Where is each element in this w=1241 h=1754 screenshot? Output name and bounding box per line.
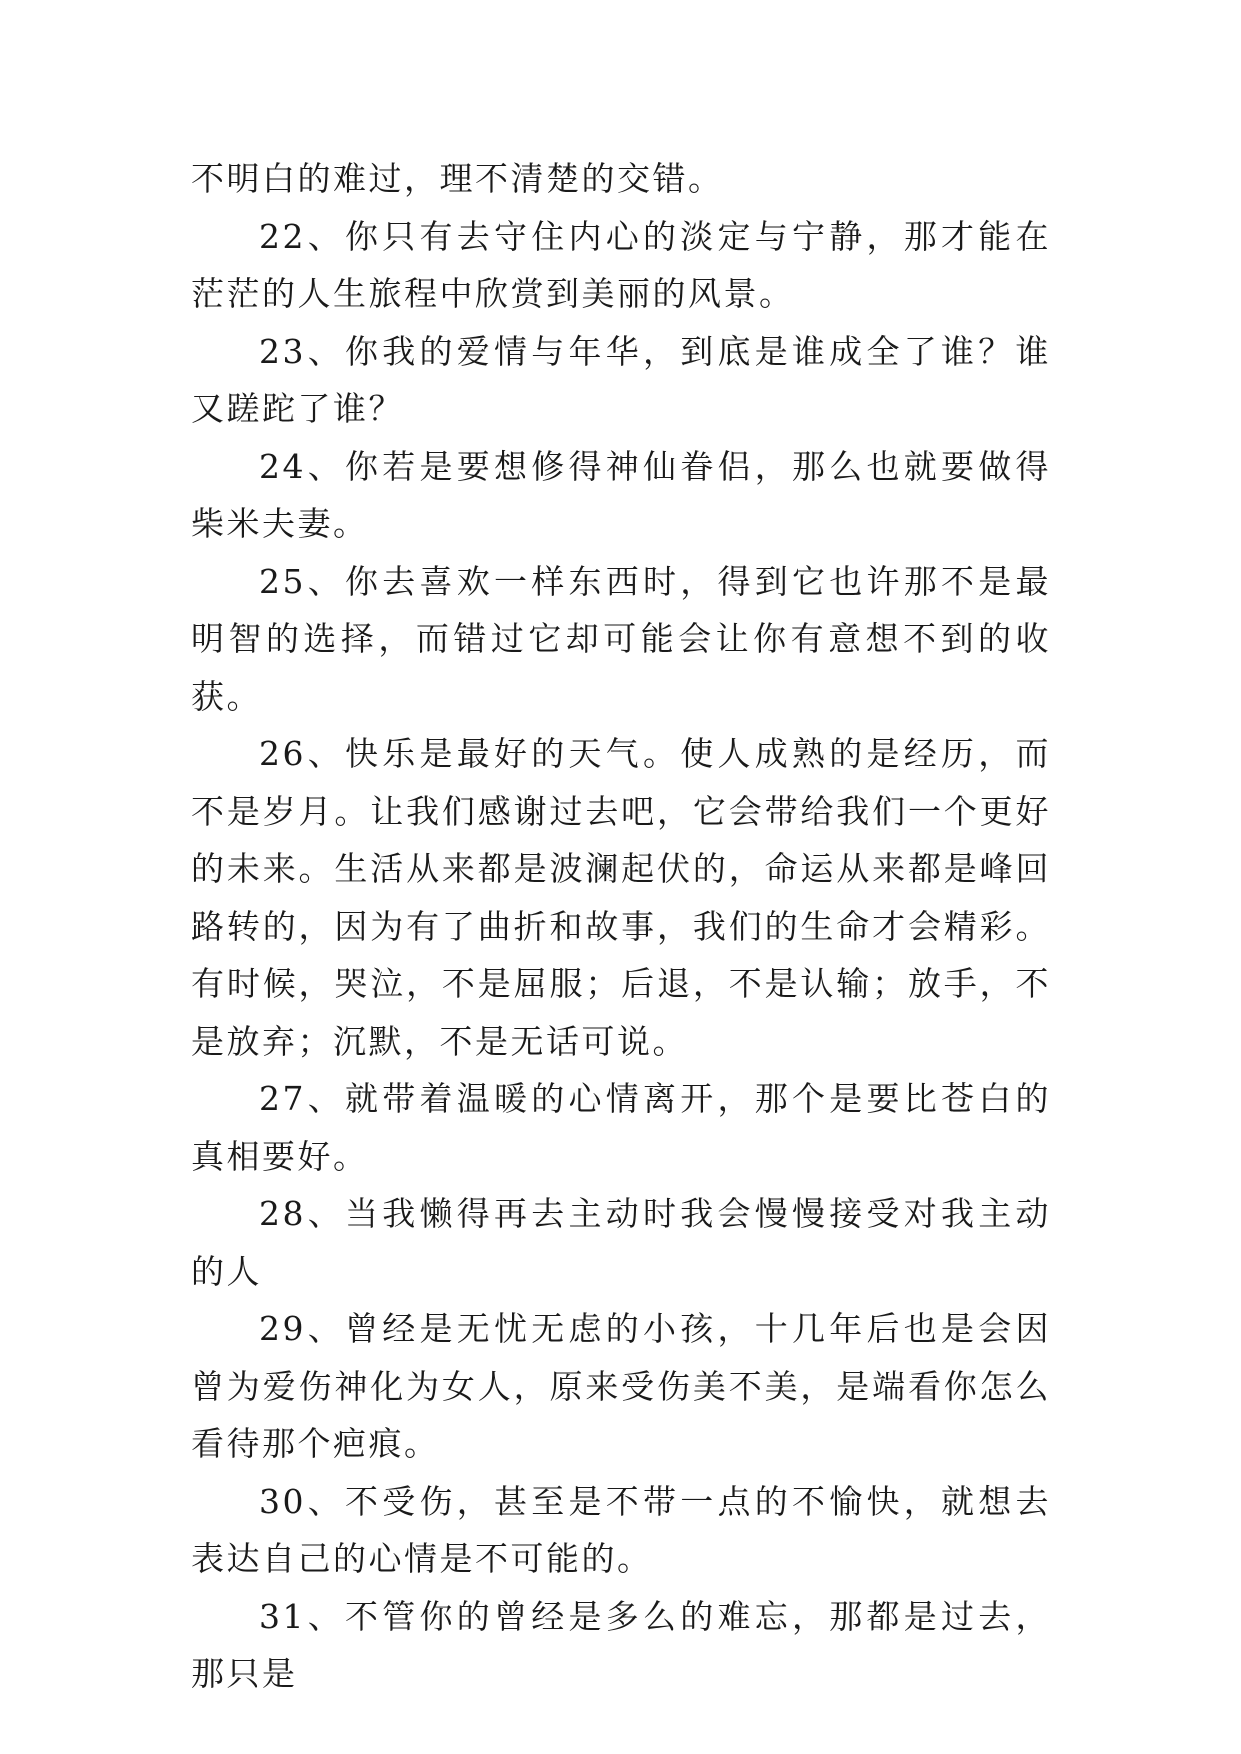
paragraph-item-30: 30、不受伤，甚至是不带一点的不愉快，就想去表达自己的心情是不可能的。 bbox=[191, 1481, 1051, 1578]
document-body bbox=[191, 150, 1051, 1703]
paragraph-item-25: 25、你去喜欢一样东西时，得到它也许那不是最明智的选择，而错过它却可能会让你有意想不到的收获。 bbox=[191, 561, 1051, 716]
paragraph-item-31: 31、不管你的曾经是多么的难忘，那都是过去，那只是 bbox=[191, 1596, 1051, 1693]
paragraph-item-24: 24、你若是要想修得神仙眷侣，那么也就要做得柴米夫妻。 bbox=[191, 446, 1051, 543]
paragraph-item-23: 23、你我的爱情与年华，到底是谁成全了谁？谁又蹉跎了谁？ bbox=[191, 331, 1051, 428]
paragraph-continuation: 不明白的难过，理不清楚的交错。 bbox=[191, 159, 724, 198]
paragraph-item-26: 26、快乐是最好的天气。使人成熟的是经历，而不是岁月。让我们感谢过去吧，它会带给我们一个更好的未来。生活从来都是波澜起伏的，命运从来都是峰回路转的，因为有了曲折和故事，我们的生命才会精彩。有时候，哭泣，不是屈服；后退，不是认输；放手，不是放弃；沉默，不是无话可说。 bbox=[191, 734, 1051, 1061]
paragraph-item-27: 27、就带着温暖的心情离开，那个是要比苍白的真相要好。 bbox=[191, 1079, 1051, 1176]
paragraph-item-29: 29、曾经是无忧无虑的小孩，十几年后也是会因曾为爱伤神化为女人，原来受伤美不美，是端看你怎么看待那个疤痕。 bbox=[191, 1309, 1051, 1463]
paragraph-item-28: 28、当我懒得再去主动时我会慢慢接受对我主动的人 bbox=[191, 1194, 1051, 1291]
paragraph-item-22: 22、你只有去守住内心的淡定与宁静，那才能在茫茫的人生旅程中欣赏到美丽的风景。 bbox=[191, 216, 1051, 313]
